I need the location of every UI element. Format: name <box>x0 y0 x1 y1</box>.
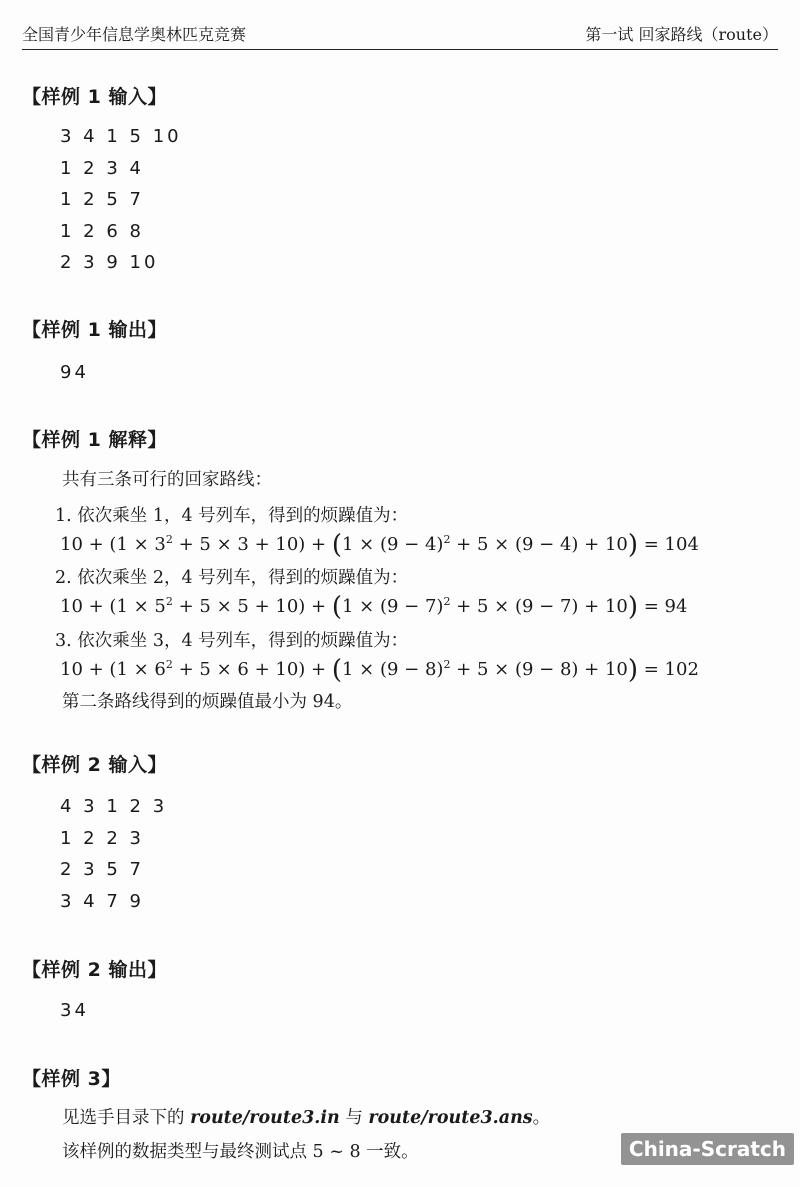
code-line: 3 4 7 9 <box>60 890 144 912</box>
code-line: 34 <box>60 1000 89 1021</box>
explain-intro: 共有三条可行的回家路线： <box>62 470 272 490</box>
sample1-explain-heading: 【样例 1 解释】 <box>22 429 167 451</box>
header-contest-name: 全国青少年信息学奥林匹克竞赛 <box>22 25 247 44</box>
code-line: 1 2 3 4 <box>60 157 144 179</box>
code-line: 2 3 5 7 <box>60 859 144 880</box>
file-ans-name: route/route3.ans <box>368 1108 533 1128</box>
code-line: 3 4 1 5 10 <box>60 126 182 147</box>
code-line: 1 2 2 3 <box>60 827 144 849</box>
sample3-line1: 见选手目录下的 route/route3.in 与 route/route3.ans。 <box>62 1108 551 1128</box>
route-2-formula: $10 + (1 \times 5^2 + 5 \times 5 + 10) + (1 \times (9 - 7)^2 + 5 \times (9 - 7) + 10) = 94$ <box>60 592 688 622</box>
sample2-input-block <box>60 791 167 917</box>
route-3-label: 3. 依次乘坐 3，4 号列车，得到的烦躁值为： <box>55 631 409 651</box>
file-in-name: route/route3.in <box>190 1108 340 1128</box>
route-3-formula: $10 + (1 \times 6^2 + 5 \times 6 + 10) + (1 \times (9 - 8)^2 + 5 \times (9 - 8) + 10) = 102$ <box>60 655 699 685</box>
sample1-output-block <box>60 357 89 389</box>
explain-conclusion: 第二条路线得到的烦躁值最小为 94。 <box>62 692 353 712</box>
watermark-logo: China-Scratch <box>621 1133 794 1165</box>
sample1-output-heading: 【样例 1 输出】 <box>22 319 167 341</box>
sample2-output-heading: 【样例 2 输出】 <box>22 959 167 981</box>
header-problem-name: 第一试 回家路线（route） <box>585 25 778 44</box>
code-line: 1 2 5 7 <box>60 189 144 210</box>
route-1-formula: $10 + (1 \times 3^2 + 5 \times 3 + 10) + (1 \times (9 - 4)^2 + 5 \times (9 - 4) + 10) = 104$ <box>60 530 699 560</box>
code-line: 1 2 6 8 <box>60 220 144 242</box>
route-1-label: 1. 依次乘坐 1，4 号列车，得到的烦躁值为： <box>55 506 409 526</box>
sample1-input-block <box>60 121 182 279</box>
sample2-output-block <box>60 995 89 1027</box>
route-2-label: 2. 依次乘坐 2，4 号列车，得到的烦躁值为： <box>55 568 409 588</box>
page-header <box>22 24 778 50</box>
code-line: 2 3 9 10 <box>60 252 159 273</box>
code-line: 94 <box>60 362 89 383</box>
sample3-line2: 该样例的数据类型与最终测试点 5 ~ 8 一致。 <box>62 1142 419 1162</box>
sample3-heading: 【样例 3】 <box>22 1068 121 1090</box>
code-line: 4 3 1 2 3 <box>60 796 168 817</box>
sample2-input-heading: 【样例 2 输入】 <box>22 754 167 776</box>
sample1-input-heading: 【样例 1 输入】 <box>22 86 167 108</box>
